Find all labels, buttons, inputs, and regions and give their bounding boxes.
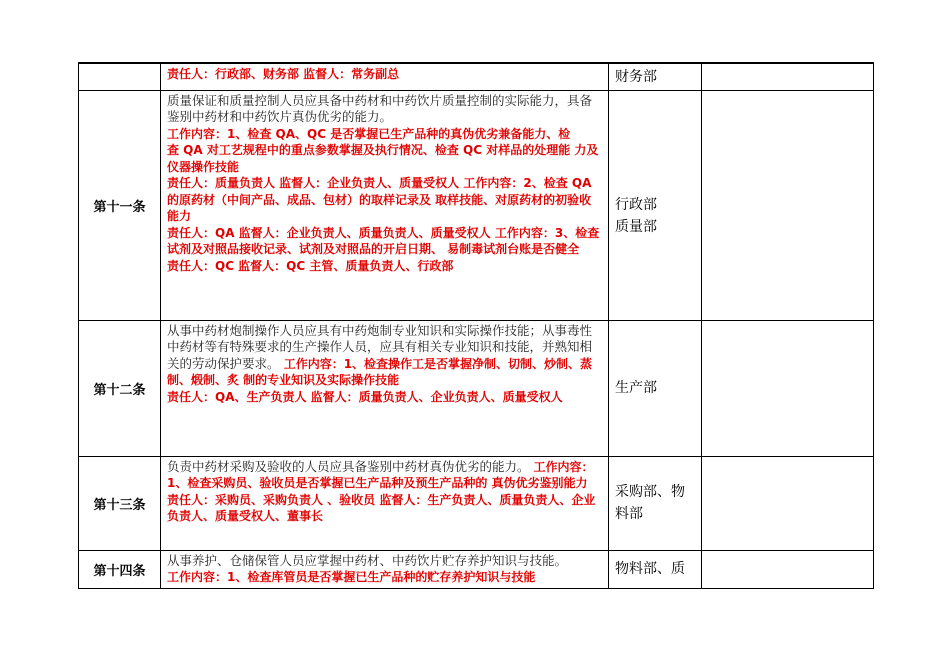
- content-line: 从事中药材炮制操作人员应具有中药炮制专业知识和实际操作技能；从事毒性中药材等有特殊要求的生产操作人员，应具有相关专业知识和技能，并熟知相关的劳动保护要求。: [167, 322, 593, 371]
- article-cell: 第十二条: [79, 320, 161, 456]
- department-label: 生产部: [615, 380, 657, 396]
- department-label: 物料部、质: [615, 561, 685, 577]
- content-cell: [161, 320, 609, 456]
- department-label: 采购部、物料部: [615, 484, 685, 522]
- remark-cell: [702, 90, 874, 320]
- content-line: 责任人：QA 监督人：企业负责人、质量负责人、质量受权人 工作内容：3、检查试剂及对照品接收记录、试剂及对照品的开启日期、 易制毒试剂台账是否健全: [167, 225, 600, 256]
- department-cell: [609, 550, 702, 588]
- article-cell: 第十四条: [79, 550, 161, 588]
- content-line: 工作内容：1、检查操作工是否掌握净制、切制、炒制、蒸制、煅制、炙 制的专业知识及实际操作技能: [167, 356, 593, 387]
- table-row: [79, 550, 874, 588]
- article-cell: [79, 63, 161, 90]
- remark-cell: [702, 63, 874, 90]
- table-row: [79, 320, 874, 456]
- content-line: 工作内容：1、检查采购员、验收员是否掌握已生产品种及预生产品种的 真伪优劣鉴别能力: [167, 459, 594, 490]
- department-cell: [609, 63, 702, 90]
- article-cell: 第十三条: [79, 456, 161, 550]
- regulation-table: [78, 62, 874, 589]
- remark-cell: [702, 456, 874, 550]
- content-line: 责任人：QC 监督人：QC 主管、质量负责人、行政部: [167, 258, 454, 273]
- content-line: 工作内容：1、检查库管员是否掌握已生产品种的贮存养护知识与技能: [167, 570, 536, 584]
- department-cell: [609, 456, 702, 550]
- table-row: [79, 456, 874, 550]
- content-line: 工作内容：1、检查 QA、QC 是否掌握已生产品种的真伪优劣兼备能力、检: [167, 126, 571, 141]
- content-line: 从事养护、仓储保管人员应掌握中药材、中药饮片贮存养护知识与技能。: [167, 552, 568, 568]
- content-line: 质量保证和质量控制人员应具备中药材和中药饮片质量控制的实际能力，具备鉴别中药材和中药饮片真伪优劣的能力。: [167, 92, 593, 124]
- content-cell: [161, 63, 609, 90]
- department-label: 财务部: [615, 68, 657, 85]
- remark-cell: [702, 550, 874, 588]
- article-cell: 第十一条: [79, 90, 161, 320]
- content-line: 查 QA 对工艺规程中的重点参数掌握及执行情况、检查 QC 对样品的处理能 力及仪器操作技能: [167, 143, 599, 174]
- content-line: 负责中药材采购及验收的人员应具备鉴别中药材真伪优劣的能力。: [167, 458, 534, 474]
- content-line: 责任人：QA、生产负责人 监督人：质量负责人、企业负责人、质量受权人: [167, 389, 563, 404]
- content-cell: [161, 456, 609, 550]
- remark-cell: [702, 320, 874, 456]
- content-cell: [161, 90, 609, 320]
- content-line: 责任人：质量负责人 监督人：企业负责人、质量受权人 工作内容：2、检查 QA 的原药材（中间产品、成品、包材）的取样记录及 取样技能、对原药材的初验收能力: [167, 176, 592, 223]
- content-cell: [161, 550, 609, 588]
- department-cell: [609, 90, 702, 320]
- department-label: 行政部 质量部: [615, 197, 657, 235]
- content-line: 责任人：采购员、采购负责人 、验收员 监督人：生产负责人、质量负责人、企业负责人、质量受权人、董事长: [167, 492, 596, 523]
- content-line: 责任人：行政部、财务部 监督人：常务副总: [167, 67, 400, 81]
- table-row: [79, 63, 874, 90]
- department-cell: [609, 320, 702, 456]
- table-row: [79, 90, 874, 320]
